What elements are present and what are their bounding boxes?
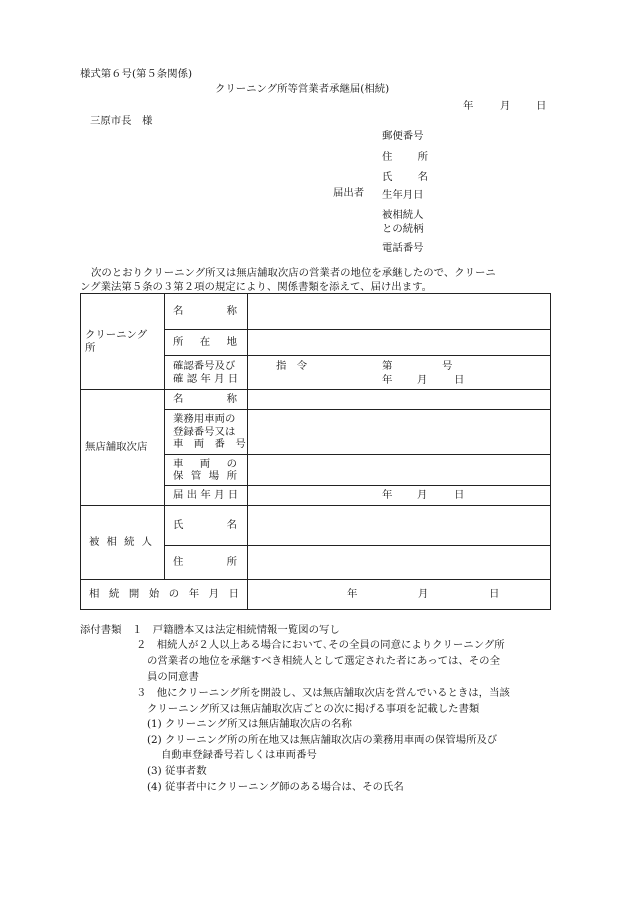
start-2: 続	[108, 588, 120, 601]
cleaning-confirm-label-2: 確 認 年 月 日	[173, 372, 239, 385]
form-title: クリーニング所等営業者承継届(相続)	[215, 83, 390, 95]
statement-line-2: ング業法第５条の３第２項の規定により、関係書類を添えて、届け出ます。	[80, 281, 433, 293]
mutenpo-name-1: 名	[173, 393, 184, 406]
relation-label-1: 被相続人	[382, 209, 424, 221]
start-year-label: 年	[347, 587, 358, 600]
cleaning-location-3: 地	[226, 336, 237, 349]
storage-field[interactable]	[248, 455, 551, 486]
start-date-label	[81, 580, 248, 610]
attachment-line-10: (3) 従事者数	[147, 765, 207, 777]
cleaning-name-1: 名	[173, 305, 184, 318]
storage-7: 所	[226, 470, 237, 482]
storage-1: 車	[173, 457, 184, 470]
address-label	[382, 148, 428, 163]
date-month: 月	[500, 100, 511, 112]
heir-2: 相	[106, 536, 117, 549]
heir-address-2: 所	[226, 556, 237, 569]
date-day: 日	[536, 100, 547, 112]
cleaning-shop-label	[81, 294, 165, 390]
attachment-line-2: ２ 相続人が２人以上ある場合において､その全員の同意によりクリーニング所	[136, 639, 505, 651]
name-label-2: 名	[417, 171, 428, 183]
storage-2: 両	[199, 457, 211, 470]
cleaning-name-field[interactable]	[248, 294, 551, 330]
start-5: の	[168, 588, 180, 601]
attachment-line-8: (2) クリーニング所の所在地又は無店舗取次店の業務用車両の保管場所及び	[147, 734, 498, 746]
vehicle-label-1: 業務用車両の	[173, 413, 236, 426]
cleaning-confirm-field[interactable]	[248, 356, 551, 390]
filed-month-label: 月	[417, 488, 428, 501]
filed-date-text: 届 出 年 月 日	[173, 489, 239, 502]
confirm-month-label: 月	[417, 373, 428, 386]
dai-label: 第	[382, 359, 393, 372]
birthdate-label: 生年月日	[382, 189, 424, 201]
storage-label	[165, 455, 248, 486]
cleaning-confirm-label-1: 確認番号及び	[173, 360, 236, 372]
start-3: 開	[128, 588, 140, 601]
heir-name-row	[81, 506, 551, 546]
start-4: 始	[148, 588, 160, 601]
start-day-label: 日	[489, 587, 500, 600]
heir-name-label	[165, 506, 248, 546]
filed-date-field[interactable]	[248, 486, 551, 506]
attachment-line-5: ３ 他にクリーニング所を開設し、又は無店舗取次店を営んでいるときは，当該	[136, 687, 510, 699]
cleaning-name-label	[165, 294, 248, 330]
cleaning-location-field[interactable]	[248, 330, 551, 356]
filed-year-label: 年	[382, 488, 393, 501]
cleaning-location-label	[165, 330, 248, 356]
vehicle-label-2: 登録番号又は	[173, 425, 236, 438]
cleaning-location-1: 所	[173, 336, 184, 349]
attachment-line-1: 添付書類 １ 戸籍謄本又は法定相続情報一覧図の写し	[80, 624, 340, 636]
heir-3: 続	[124, 536, 135, 549]
start-date-field[interactable]	[248, 580, 551, 610]
address-label-2: 所	[417, 151, 428, 163]
heir-label	[81, 506, 165, 580]
mutenpo-name-row	[81, 390, 551, 410]
start-6: 年	[188, 588, 200, 601]
heir-1: 被	[89, 536, 100, 549]
heir-name-2: 名	[226, 519, 237, 532]
heir-address-field[interactable]	[248, 546, 551, 580]
vehicle-label	[165, 410, 248, 455]
storage-6: 場	[208, 470, 220, 482]
shirei-label: 指 令	[276, 359, 308, 372]
storage-5: 管	[190, 470, 202, 482]
main-form-table	[80, 293, 551, 610]
mutenpo-label-text: 無店舗取次店	[85, 441, 148, 454]
cleaning-shop-label-2: 所	[85, 341, 96, 354]
heir-address-1: 住	[173, 556, 184, 569]
filed-day-label: 日	[454, 488, 465, 501]
postal-code-label: 郵便番号	[382, 130, 424, 142]
attachment-line-4: 員の同意書	[147, 671, 199, 683]
start-1: 相	[89, 588, 100, 601]
phone-label: 電話番号	[382, 242, 424, 254]
address-label-1: 住	[382, 151, 393, 163]
filed-date-label	[165, 486, 248, 506]
statement-line-1: 次のとおりクリーニング所又は無店舗取次店の営業者の地位を承継したので、クリーニ	[91, 267, 496, 279]
start-month-label: 月	[418, 587, 429, 600]
mutenpo-name-field[interactable]	[248, 390, 551, 410]
go-label: 号	[442, 359, 453, 372]
mutenpo-name-label	[165, 390, 248, 410]
vehicle-label-3: 車 両 番 号	[173, 438, 246, 451]
attachment-line-11: (4) 従事者中にクリーニング師のある場合は、その氏名	[147, 781, 404, 793]
vehicle-field[interactable]	[248, 410, 551, 455]
cleaning-name-row	[81, 294, 551, 330]
attachment-line-7: (1) クリーニング所又は無店舗取次店の名称	[147, 718, 352, 730]
mutenpo-name-2: 称	[226, 393, 237, 406]
start-date-row	[81, 580, 551, 610]
addressee: 三原市長 様	[90, 115, 153, 127]
heir-name-1: 氏	[173, 519, 184, 532]
start-8: 日	[228, 588, 239, 601]
date-year: 年	[463, 100, 474, 112]
attachment-line-3: の営業者の地位を承継すべき相続人として選定された者にあっては、その全	[147, 655, 500, 667]
relation-label-2: との続柄	[382, 223, 424, 235]
storage-4: 保	[173, 470, 184, 482]
cleaning-location-2: 在	[199, 336, 211, 349]
confirm-year-label: 年	[382, 373, 393, 386]
attachment-line-6: クリーニング所又は無店舗取次店ごとの次に掲げる事項を記載した書類	[147, 703, 480, 715]
name-label-1: 氏	[382, 171, 393, 183]
mutenpo-label	[81, 390, 165, 506]
attachment-line-9: 自動車登録番号若しくは車両番号	[161, 749, 317, 761]
confirm-day-label: 日	[454, 373, 465, 386]
form-number: 様式第６号(第５条関係)	[80, 68, 193, 80]
cleaning-shop-label-1: クリーニング	[85, 329, 148, 341]
start-7: 月	[208, 588, 220, 601]
heir-4: 人	[141, 536, 152, 549]
applicant-group-label: 届出者	[333, 187, 365, 199]
heir-address-label	[165, 546, 248, 580]
name-label	[382, 168, 428, 183]
cleaning-name-2: 称	[226, 305, 237, 318]
heir-name-field[interactable]	[248, 506, 551, 546]
storage-3: の	[226, 457, 237, 470]
cleaning-confirm-label	[165, 356, 248, 390]
